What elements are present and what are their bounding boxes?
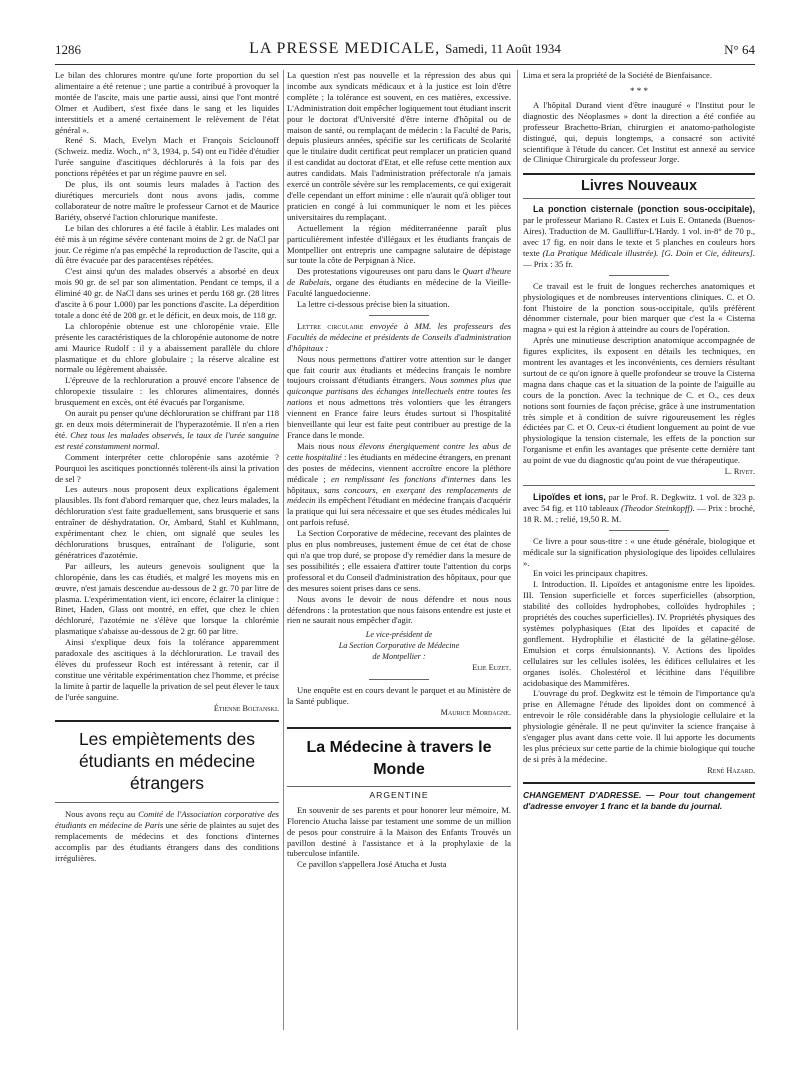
paragraph: En souvenir de ses parents et pour honorer leur mémoire, M. Florencio Atucha laisse par testament une somme de un million de pesos pour construire à la Maison des Enfants Trouvés un pavillon destiné à l'assistance et à la prophylaxie de la tuberculose infantile.	[287, 804, 511, 859]
text-run: Lettre circulaire	[297, 320, 364, 331]
paragraph: René S. Mach, Evelyn Mach et François Sciclounoff (Schweiz. mediz. Woch., n° 3, 1934, p. 54) ont eu l'idée d'étudier l'urée sanguine d'ascitiques déchlorurés à la fois par des ponctions répétées et par un régime pauvre en sel.	[55, 135, 279, 179]
text-run: — Prix : 35 fr.	[523, 258, 573, 269]
paragraph	[287, 321, 511, 354]
column-1	[55, 70, 279, 864]
short-rule	[609, 275, 669, 276]
column-3	[523, 70, 755, 813]
signature-line: de Montpellier :	[372, 652, 426, 662]
text-run: Des protestations vigoureuses ont paru dans le	[297, 266, 463, 277]
text-run: Mais nous	[297, 440, 339, 451]
emphasis-text: (La Pratique Médicale illustrée). [G. Doin et Cie, éditeurs].	[542, 247, 755, 258]
paragraph	[55, 408, 279, 452]
paragraph: La chloropénie obtenue est une chloropénie vraie. Elle présente les caractéristiques de la chloropénie autonome de notre ami Maurice Rudolf : il y a abaissement parallèle du chlore plasmatique et du chlore globulaire ; la réserve alcaline est normale ou légèrement abaissée.	[55, 320, 279, 375]
paragraph: La lettre ci-dessous précise bien la situation.	[297, 299, 450, 310]
section-title: La Médecine à travers le Monde	[306, 738, 492, 778]
text-run: ils empêchent l'étudiant en médecine français d'acquérir la pratique qui lui sera nécessaire et que ses études médicales lui ont parfois refusé.	[287, 495, 511, 528]
paragraph: La Section Corporative de médecine, recevant des plaintes de plus en plus nombreuses, justement émue de cet état de chose qui n'a que trop duré, se propose d'y remédier dans la mesure de ses possibilités ; elle essaiera d'attirer toute l'attention du corps professoral et du Conseil d'administration des hôpitaux, pour que des mesures soient prises dans ce sens.	[287, 528, 511, 593]
book-title: La ponction cisternale (ponction sous-occipitale),	[533, 204, 755, 215]
paragraph: Ainsi s'explique deux fois la tolérance apparemment paradoxale des ascitiques à la déchloruration. Le travail des élèves du professeur Roch est intéressant à retenir, car il constitue une véritable expérimentation chez l'homme, et précise la limite à partir de laquelle la privation de sel peut élever le taux de l'urée sanguine.	[55, 637, 279, 702]
column-2	[287, 70, 511, 870]
paragraph: Ce pavillon s'appellera José Atucha et Justa	[297, 859, 447, 870]
paragraph: De plus, ils ont soumis leurs malades à l'action des diurétiques mercuriels dont nous avons jadis, comme collaborateur de notre maître le professeur Carnot et de Maurice Bariéty, observé l'action chlorurique manifeste.	[55, 179, 279, 222]
author-signature: Maurice Mordagne.	[440, 708, 511, 718]
paragraph: I. Introduction. II. Lipoïdes et antagonisme entre les lipoïdes. III. Tension superficielle et forces superficielles (absorption, stabilité des colloïdes hydrophobes, colloïdes hydrophiles ; propriétés des couches superficielles). IV. Propriétés physiques des systèmes polyphasiques (Etat des lipoïdes et capacité de gonflement. Hydrophilie et élasticité de la gélatine-gélose. Emulsion et corps émulsionnants). V. Actions des lipoïdes cellulaires sur les cellules isolées, les édifices cellulaires et les organes isolés. Cholestérol et lécithine dans l'équilibre acidobasique des Mammifères.	[523, 579, 755, 688]
author-signature: René Hazard.	[707, 765, 755, 775]
paragraph: C'est ainsi qu'un des malades observés a absorbé en deux mois 90 gr. de sel par son alimentation. Pendant ce temps, il a éliminé 40 gr. de NaCl dans ses urines et perdu 168 gr. (28 litres d'ascite à 6 pour 1.000) par les ponctions d'ascite. La déperdition totale a donc été de 208 gr. et le déficit, en deux mois, de 118 gr.	[55, 266, 279, 320]
emphasis-text: Nous sommes plus que quiconque partisans des échanges intellectuels entre toutes les nations	[287, 375, 512, 408]
emphasis-text: Quart d'heure de Rabelais	[287, 266, 511, 288]
paragraph: Ce travail est le fruit de longues recherches anatomiques et physiologiques et de nombreuses interventions cliniques. C. et O. font l'histoire de la ponction sous-occipitale, qu'ils préfèrent dénommer cisternale, pour bien marquer que c'est la « Cisterna magna » qui est la région à atteindre au cours de l'opération.	[523, 280, 755, 335]
paragraph: Comment interpréter cette chloropénie sans azotémie ? Pourquoi les ascitiques ponctionnés tolèrent-ils ainsi la privation de sel ?	[55, 451, 279, 484]
book-entry	[523, 204, 755, 269]
text-run: On aurait pu penser qu'une déchloruration se chiffrant par 118 gr. en deux mois déterminerait de l'hyperazotémie. Il n'en a rien été.	[55, 408, 279, 440]
author-signature: L. Rivet.	[724, 467, 755, 477]
short-rule	[609, 530, 669, 531]
paragraph	[55, 809, 279, 864]
text-run: par le Prof. R. Degkwitz. 1 vol. de 323 p. avec 54 fig. et 110 tableaux	[523, 492, 756, 513]
signature-line: La Section Corporative de Médecine	[338, 641, 460, 651]
author-signature: Étienne Boltanski.	[213, 703, 279, 713]
country-heading: ARGENTINE	[369, 789, 429, 800]
article-separator	[523, 782, 755, 784]
paragraph: Le bilan des chlorures a été facile à établir. Les malades ont été mis à un régime sévère contenant moins de 2 gr. de NaCl par jour. Ce régime n'a pas empêché la reproduction de l'ascite, qui a dû être évacuée par des paracentèses répétées.	[55, 222, 279, 266]
paragraph: La question n'est pas nouvelle et la répression des abus qui incombe aux syndicats médicaux et à la justice est loin d'être complète ; la tolérance est souvent, en ces matières, excessive. L'Administration doit empêcher logiquement tout étudiant inscrit pour le doctorat d'Université d'être interne d'hôpital ou de maison de santé, ou remplaçant de médecin : la Faculté de Paris, depuis plusieurs années, spécifie sur les certificats de Scolarité que le titulaire dudit certificat peut remplacer un praticien quand il est candidat au doctorat d'Etat, et elle refuse cette mention aux autres candidats. Mais l'administration préfectorale n'a jamais exercé un contrôle sévère sur les remplacements, ce qui exigerait d'elle cependant un effort minime : elle n'aurait qu'à obliger tout praticien en congé à lui communiquer le nom et les pièces universitaires du remplaçant.	[287, 70, 511, 222]
article-separator	[523, 173, 755, 175]
text-run: Nous avons reçu au	[65, 809, 139, 820]
article-separator	[287, 727, 511, 729]
title-rule	[287, 786, 511, 787]
column-divider	[517, 70, 518, 1030]
title-rule	[523, 198, 755, 199]
text-run: — Prix : broché, 18 R. M. ; relié, 19,50 R. M.	[523, 502, 755, 524]
emphasis-text: (Theodor Steinkopff).	[621, 502, 695, 513]
emphasis-text: nous élevons énergiquement contre les abus de cette hospitalité	[287, 440, 511, 462]
paragraph: Après une minutieuse description anatomique accompagnée de figures explicites, ils exposent en détails les techniques, en montrent les avantages et les inconvénients, ces derniers résultant surtout de ce qu'on ignore à quelle profondeur se trouve la Cisterna magna dans chaque cas et la situation de la pointe de l'aiguille au cours de la ponction. Avec la technique de C. et O., ces deux notions sont fournies de façon précise, grâce à une instrumentation très simple et à condition de suivre rigoureusement les règles édictées par C. et O. Ceux-ci étudient longuement au point de vue physiologique la tension cisternale, les effets de la ponction sur l'organisme et enfin les avantages que présente cette dernière tant au point de vue du diagnostic qu'au point de vue thérapeutique.	[523, 335, 755, 466]
paragraph	[287, 441, 511, 528]
article-title: Les empiètements des étudiants en médecine étrangers	[78, 729, 256, 794]
paragraph: Ce livre a pour sous-titre : « une étude générale, biologique et médicale sur la signification physiologique des lipoïdes cellulaires ».	[523, 535, 755, 568]
emphasis-text: sans concours, en exerçant des remplacements de médecin	[287, 484, 511, 506]
journal-name: LA PRESSE MEDICALE,	[249, 40, 441, 57]
book-entry	[523, 492, 755, 525]
text-run: Nous nous permettons d'attirer votre attention sur le danger que fait courir aux étudiants et médecins français le nombre toujours croissant d'étudiants étrangers.	[287, 353, 511, 386]
masthead	[55, 40, 755, 58]
emphasis-text: en remplissant les fonctions d'internes	[331, 473, 476, 484]
book-title: Lipoïdes et ions,	[533, 492, 606, 502]
text-run: et nous admettons très volontiers que les étrangers viennent en France faire leurs études surtout si l'hospitalité bienveillante qui leur est faite peut contribuer au prestige de la France dans le monde.	[287, 397, 511, 440]
author-signature: Elie Euzet.	[472, 663, 511, 673]
issue-date: Samedi, 11 Août 1934	[445, 41, 561, 56]
emphasis-text: envoyée à MM. les professeurs des Facultés de médecine et présidents de Conseils d'administration d'hôpitaux :	[287, 320, 511, 353]
paragraph: Une enquête est en cours devant le parquet et au Ministère de la Santé publique.	[287, 685, 511, 707]
page-header	[55, 38, 755, 64]
paragraph: Par ailleurs, les auteurs genevois soulignent que la chloropénie, dans les cas étudiés, et malgré les moyens mis en œuvre, n'est jamais descendue au-dessous de 2 gr. 70 par litre de plasma. L'expérimentation vient, ici encore, éclairer la clinique : Binet, Haden, Glass ont montré, en effet, que chez le chien déchloruré, l'azotémie ne s'élève que lorsque la chlorémie plasmatique s'abaisse au-dessous de 2 gr. 60 par litre.	[55, 560, 279, 637]
paragraph	[287, 354, 511, 441]
issue-number: N° 64	[724, 42, 755, 57]
text-run: par le professeur Mariano R. Castex et Luis E. Ontaneda (Buenos-Aires). Traduction de M. Gaulliffur-L'Hardy. 1 vol. in-8° de 70 p., avec 17 fig. en noir dans le texte et 5 planches en couleurs hors texte	[523, 215, 755, 258]
emphasis-text: Comité de l'Association corporative des étudiants en médecine de Paris	[55, 809, 279, 831]
header-rule	[55, 64, 755, 65]
article-separator	[55, 720, 279, 722]
signature-block	[287, 629, 511, 662]
title-rule	[55, 802, 279, 803]
text-run: , organe des étudiants en médecine de la Vieille-Faculté languedocienne.	[287, 277, 512, 299]
paragraph: En voici les principaux chapitres.	[533, 568, 648, 579]
text-run: une série de plaintes au sujet des remplacements de médecins et des fonctions d'internes accomplis par des étudiants étrangers dans des conditions irrégulières.	[55, 820, 279, 864]
short-rule	[369, 679, 429, 680]
paragraph: Le bilan des chlorures montre qu'une forte proportion du sel alimentaire a été retenue ; une partie a contribué à provoquer la montée de l'ascite, mais une partie aussi, ainsi que l'ont montré Olmer et Audibert, s'est fixée dans le sang et les liquides interstitiels et a amené certainement le relèvement de l'état général ».	[55, 70, 279, 135]
paragraph: Lima et sera la propriété de la Société de Bienfaisance.	[523, 70, 712, 80]
text-run: : les étudiants en médecine étrangers, en prenant des postes de médecins, viennent accroître encore la pléthore médicale ;	[287, 451, 512, 484]
paragraph: Les auteurs nous proposent deux explications également plausibles. Ils font d'abord remarquer que, chez leurs malades, la déchloruration s'est faite graduellement, sans brusquerie et sans entraîner de déshydratation. Or, Ambard, Stahl et Kuhlmann, expérimentant chez le chien, ont signalé que seules les déchlorurations brusques, entraînant de l'oligurie, sont génératrices d'azotémie.	[55, 484, 279, 560]
paragraph: Nous avons le devoir de nous défendre et nous nous défendrons : la protestation que nous faisons entendre est juste et rien ne saurait nous empêcher d'agir.	[287, 593, 511, 626]
page-number: 1286	[55, 42, 81, 57]
paragraph: L'épreuve de la rechloruration a prouvé encore l'absence de chloropexie tissulaire : les chlorures alimentaires, donnés brusquement en excès, ont été évacués par l'organisme.	[55, 375, 279, 408]
address-change-notice: CHANGEMENT D'ADRESSE. — Pour tout changement d'adresse envoyer 1 franc et la bande du journal.	[523, 789, 755, 812]
entry-rule	[523, 485, 755, 486]
text-run: dans les hôpitaux,	[287, 473, 511, 495]
section-title: Livres Nouveaux	[580, 178, 698, 195]
paragraph: A l'hôpital Durand vient d'être inauguré « l'Institut pour le diagnostic des Néoplasmes » dont la direction a été confiée au professeur Brachetto-Brian, chirurgien et anatomo-pathologiste distingué, qui, depuis longtemps, a consacré son activité scientifique à l'étude du cancer. Cet Institut est annexé au service de Clinique Chirurgicale du professeur Jorge.	[523, 99, 755, 165]
column-divider	[283, 70, 284, 1030]
paragraph	[287, 266, 511, 299]
signature-line: Le vice-président de	[365, 630, 433, 640]
emphasis-text: Chez tous les malades observés, le taux de l'urée sanguine est resté constamment normal.	[55, 429, 279, 451]
paragraph: Actuellement la région méditerranéenne paraît plus particulièrement infestée d'illégaux et les étudiants français de Montpellier ont entrepris une campagne salutaire de dépistage sur toute la côte de Perpignan à Nice.	[287, 222, 511, 266]
section-ornament: * * *	[630, 85, 648, 96]
short-rule	[369, 315, 429, 316]
paragraph: L'ouvrage du prof. Degkwitz est le témoin de l'importance qu'a prise en Allemagne l'étude des lipoïdes dont on commencé à entrevoir le rôle considérable dans la physiologie cellulaire et la physiologie générale. Il ne peut qu'inviter la science française à s'engager plus avant dans cette voie. Il lui apporte les documents les plus précieux sur cette partie de la chimie biologique qui touche de si près à la médecine.	[523, 688, 755, 764]
